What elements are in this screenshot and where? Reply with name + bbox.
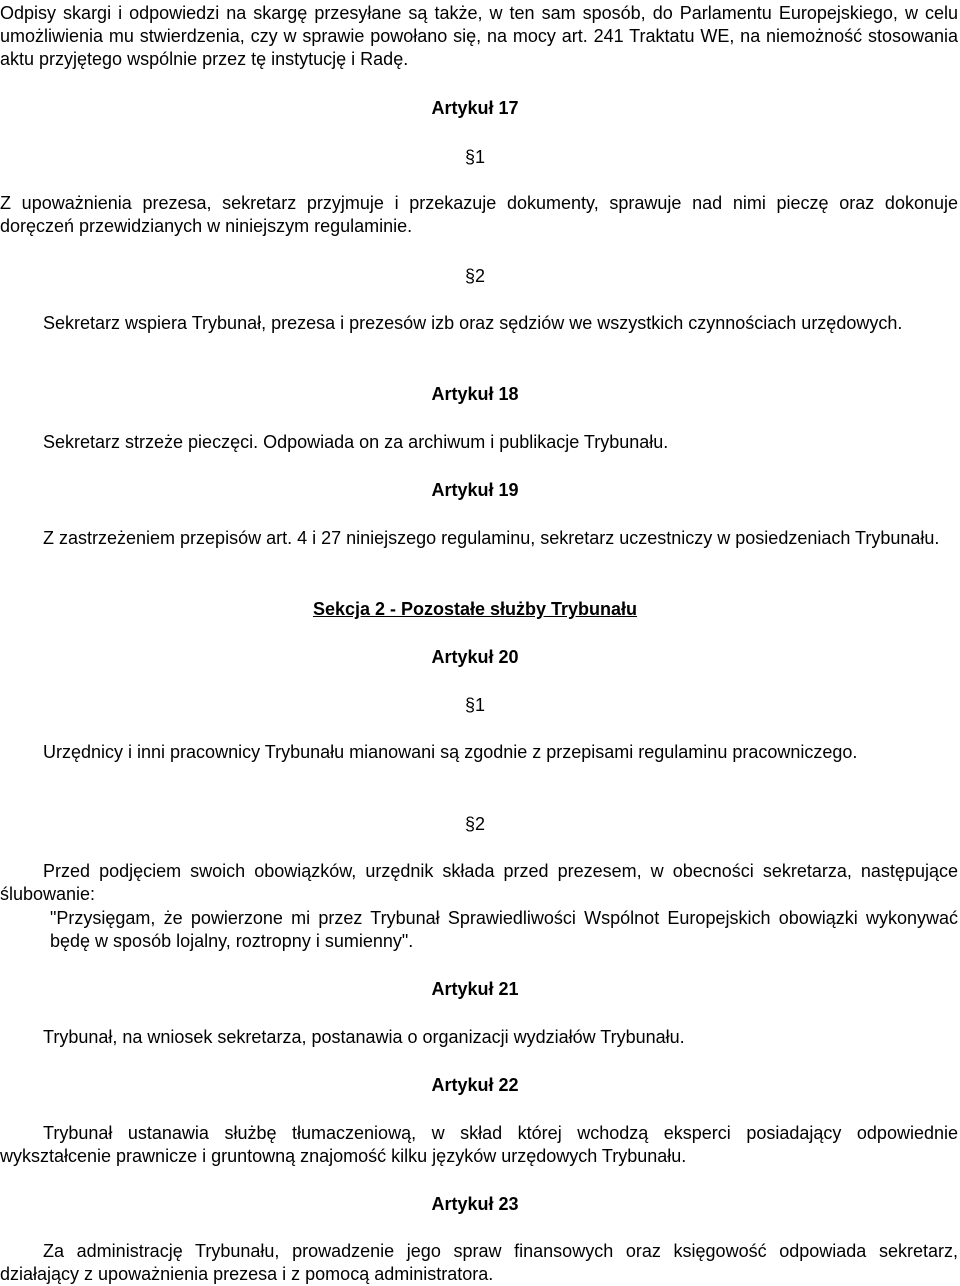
article-17-section-2-text: Sekretarz wspiera Trybunał, prezesa i prezesów izb oraz sędziów we wszystkich czynnościach urzędowych. (43, 313, 903, 333)
section-2-heading: Sekcja 2 - Pozostałe służby Trybunału (312, 599, 638, 619)
article-20-section-2-text: Przed podjęciem swoich obowiązków, urzędnik składa przed prezesem, w obecności sekretarza, następujące ślubowanie: (0, 861, 958, 904)
article-20-heading: Artykuł 20 (431, 647, 519, 667)
article-20-section-1-text: Urzędnicy i inni pracownicy Trybunału mianowani są zgodnie z przepisami regulaminu pracowniczego. (43, 742, 858, 762)
article-23-text: Za administrację Trybunału, prowadzenie jego spraw finansowych oraz księgowość odpowiada sekretarz, działający z upoważnienia prezesa i z pomocą administratora. (0, 1241, 958, 1284)
article-18-text: Sekretarz strzeże pieczęci. Odpowiada on za archiwum i publikacje Trybunału. (43, 432, 669, 452)
article-17-section-2-mark: §2 (464, 266, 486, 286)
intro-paragraph: Odpisy skargi i odpowiedzi na skargę przesyłane są także, w ten sam sposób, do Parlamentu Europejskiego, w celu umożliwienia mu stwierdzenia, czy w sprawie powołano się, na mocy art. 241 Traktatu WE, na niemożność stosowania aktu przyjętego wspólnie przez tę instytucję i Radę. (0, 3, 958, 69)
article-22-heading: Artykuł 22 (431, 1075, 519, 1095)
article-17-section-1-text: Z upoważnienia prezesa, sekretarz przyjmuje i przekazuje dokumenty, sprawuje nad nimi pieczę oraz dokonuje doręczeń przewidzianych w niniejszym regulaminie. (0, 193, 958, 236)
article-17-heading: Artykuł 17 (431, 98, 519, 118)
article-21-text: Trybunał, na wniosek sekretarza, postanawia o organizacji wydziałów Trybunału. (43, 1027, 685, 1047)
article-18-heading: Artykuł 18 (431, 384, 519, 404)
article-21-heading: Artykuł 21 (431, 979, 519, 999)
article-19-text: Z zastrzeżeniem przepisów art. 4 i 27 niniejszego regulaminu, sekretarz uczestniczy w posiedzeniach Trybunału. (43, 528, 940, 548)
article-20-section-1-mark: §1 (464, 695, 486, 715)
article-17-section-1-mark: §1 (464, 147, 486, 167)
article-22-text: Trybunał ustanawia służbę tłumaczeniową, w skład której wchodzą eksperci posiadający odpowiednie wykształcenie prawnicze i gruntowną znajomość kilku języków urzędowych Trybunału. (0, 1123, 958, 1166)
article-20-oath: "Przysięgam, że powierzone mi przez Trybunał Sprawiedliwości Wspólnot Europejskich obowiązki wykonywać będę w sposób lojalny, roztropny i sumienny". (50, 908, 958, 951)
article-23-heading: Artykuł 23 (431, 1194, 519, 1214)
article-20-section-2-mark: §2 (464, 814, 486, 834)
article-19-heading: Artykuł 19 (431, 480, 519, 500)
